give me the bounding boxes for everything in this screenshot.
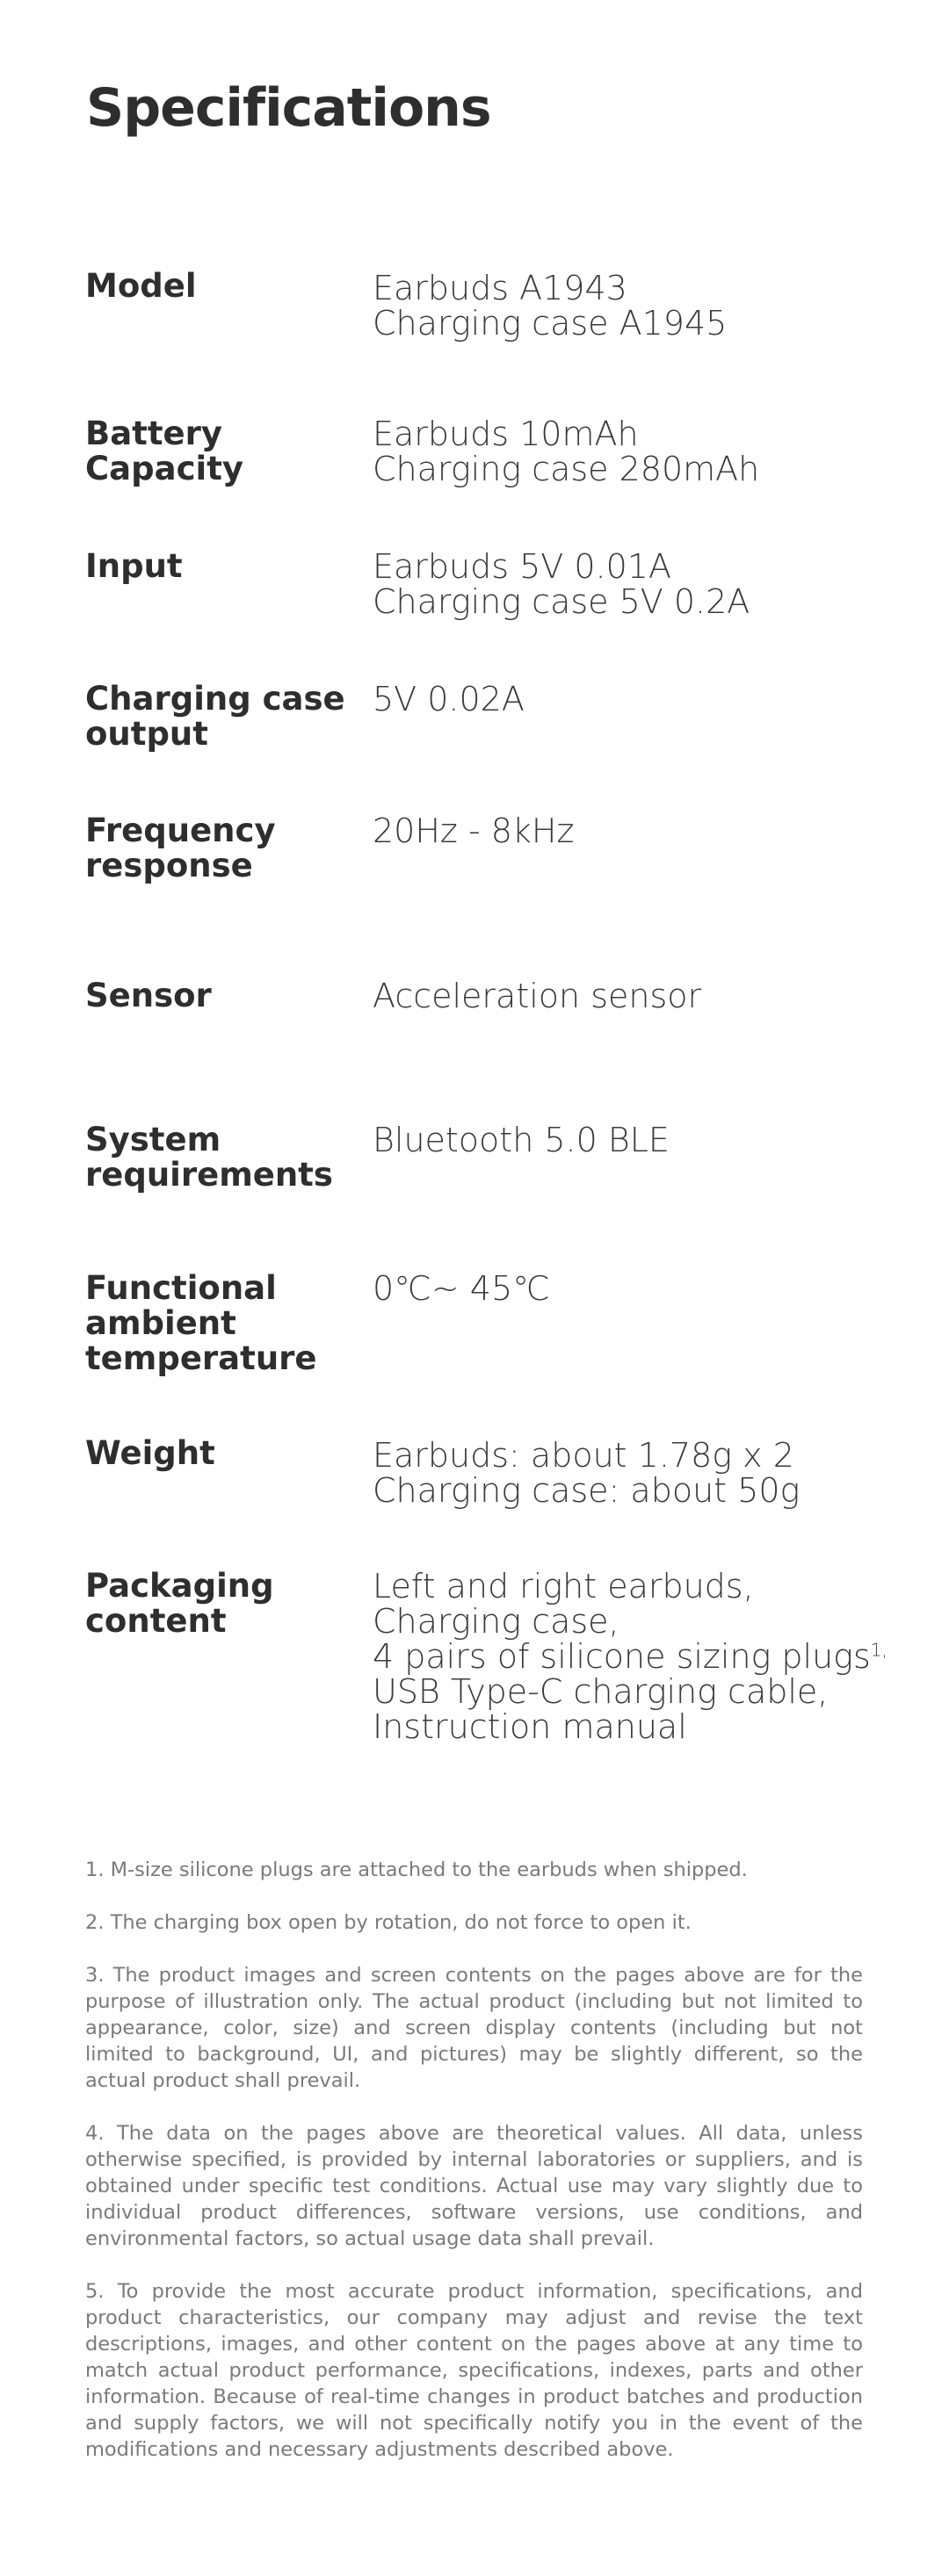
spec-label-line: Packaging xyxy=(85,1567,274,1605)
spec-label-line: Battery xyxy=(85,415,223,452)
spec-label-line: Input xyxy=(85,547,183,585)
spec-value xyxy=(373,813,917,848)
footnote-marker: 1, xyxy=(870,1639,887,1661)
spec-value-line: Instruction manual xyxy=(373,1707,687,1746)
spec-label xyxy=(85,269,349,304)
spec-label-line: Sensor xyxy=(85,977,212,1014)
spec-label-line: content xyxy=(85,1602,227,1640)
spec-value-line: Charging case, xyxy=(373,1602,619,1641)
page-title: Specifications xyxy=(86,77,491,139)
spec-label xyxy=(85,682,349,752)
spec-value xyxy=(373,416,917,487)
spec-label-line: Charging case xyxy=(85,680,345,718)
spec-label-line: requirements xyxy=(85,1156,333,1194)
spec-value xyxy=(373,1271,917,1306)
spec-label-line: Functional xyxy=(85,1269,277,1307)
spec-value xyxy=(373,1438,917,1508)
spec-value-line: Charging case: about 50g xyxy=(373,1471,800,1510)
spec-label-line: output xyxy=(85,715,208,753)
spec-value-line: Charging case 5V 0.2A xyxy=(373,582,750,621)
spec-label xyxy=(85,813,349,884)
spec-label xyxy=(85,1436,349,1471)
spec-value-line: 20Hz - 8kHz xyxy=(373,812,575,850)
spec-value-line: Bluetooth 5.0 BLE xyxy=(373,1121,670,1159)
spec-value-line: USB Type-C charging cable, xyxy=(373,1672,829,1711)
spec-label-line: Model xyxy=(85,267,197,305)
footnotes xyxy=(85,1857,863,2489)
spec-label-line: Weight xyxy=(85,1434,215,1472)
spec-label xyxy=(85,416,349,487)
spec-value-text: 4 pairs of silicone sizing plugs xyxy=(373,1637,871,1676)
footnote: 4. The data on the pages above are theoretical values. All data, unless otherwise specified, is provided by internal laboratories or suppliers, and is obtained under specific test conditions. Actual use may vary slightly due to individual product differences, software versions, use conditions, and environmental factors, so actual usage data shall prevail. xyxy=(85,2122,863,2250)
spec-label-line: Capacity xyxy=(85,450,243,487)
spec-value-line: Earbuds 10mAh xyxy=(373,415,639,453)
footnote: 5. To provide the most accurate product information, specifications, and product characteristics, our company may adjust and revise the text descriptions, images, and other content on the pages above at any time to match actual product performance, specifications, indexes, parts and other information. Because of real-time changes in product batches and production and supply factors, we will not specifically notify you in the event of the modifications and necessary adjustments described above. xyxy=(85,2280,863,2461)
spec-label-line: Frequency xyxy=(85,812,276,849)
spec-label xyxy=(85,978,349,1014)
spec-value xyxy=(373,271,917,341)
footnote: 3. The product images and screen contents on the pages above are for the purpose of illustration only. The actual product (including but not limited to appearance, color, size) and screen display contents (including but not limited to background, UI, and pictures) may be slightly different, so the actual product shall prevail. xyxy=(85,1964,863,2092)
spec-value-line: 0℃~ 45℃ xyxy=(373,1269,550,1308)
spec-value-line: Earbuds A1943 xyxy=(373,269,627,307)
spec-value xyxy=(373,978,917,1014)
spec-label-line: temperature xyxy=(85,1339,317,1377)
spec-value-line: Left and right earbuds, xyxy=(373,1567,754,1605)
footnote: 2. The charging box open by rotation, do not force to open it. xyxy=(85,1911,692,1934)
spec-value-line: Charging case 280mAh xyxy=(373,450,760,488)
spec-label xyxy=(85,549,349,584)
spec-value xyxy=(373,549,917,619)
spec-value xyxy=(373,1122,917,1158)
spec-label xyxy=(85,1569,349,1639)
spec-label xyxy=(85,1271,349,1376)
spec-value-line xyxy=(373,1639,917,1674)
spec-label xyxy=(85,1122,349,1193)
spec-label-line: ambient xyxy=(85,1304,236,1342)
spec-value-line: Earbuds: about 1.78g x 2 xyxy=(373,1436,794,1475)
spec-value-line: Charging case A1945 xyxy=(373,304,728,343)
footnote: 1. M-size silicone plugs are attached to the earbuds when shipped. xyxy=(85,1858,748,1881)
spec-value-line: Acceleration sensor xyxy=(373,977,702,1015)
spec-value xyxy=(373,682,917,717)
spec-value xyxy=(373,1569,917,1744)
spec-label-line: response xyxy=(85,847,253,884)
spec-label-line: System xyxy=(85,1121,221,1158)
spec-value-line: Earbuds 5V 0.01A xyxy=(373,547,671,586)
spec-value-line: 5V 0.02A xyxy=(373,680,525,718)
